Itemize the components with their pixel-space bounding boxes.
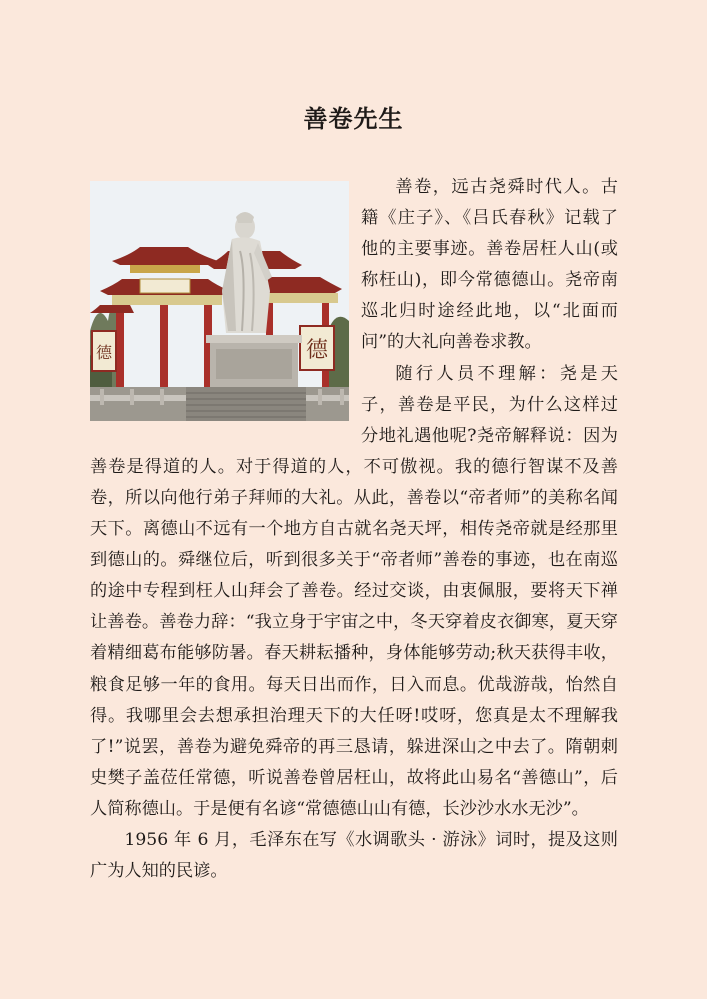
article-title: 善卷先生 (303, 104, 404, 133)
sign-right-text: 德 (305, 338, 329, 363)
article-body (90, 172, 618, 887)
paragraph-1: 善卷，远古尧舜时代人。古籍《庄子》、《吕氏春秋》记载了他的主要事迹。善卷居枉人山(或称枉山)，即今常德德山。尧帝南巡北归时途经此地，以“北面而问”的大礼向善卷求教。 (361, 177, 618, 353)
paragraph-3: 1956 年 6 月，毛泽东在写《水调歌头 · 游泳》词时，提及这则广为人知的民谚。 (90, 829, 618, 882)
sign-left-text: 德 (95, 343, 113, 362)
paragraph-2: 随行人员不理解：尧是天子，善卷是平民，为什么这样过分地礼遇他呢?尧帝解释说：因为善卷是得道的人。对于得道的人，不可傲视。我的德行智谋不及善卷，所以向他行弟子拜师的大礼。从此，善卷以“帝者师”的美称名闻天下。离德山不远有一个地方自古就名尧天坪，相传尧帝就是经那里到德山的。舜继位后，听到很多关于“帝者师”善卷的事迹，也在南巡的途中专程到枉人山拜会了善卷。经过交谈，由衷佩服，要将天下禅让善卷。善卷力辞：“我立身于宇宙之中，冬天穿着皮衣御寒，夏天穿着精细葛布能够防暑。春天耕耘播种，身体能够劳动;秋天获得丰收，粮食足够一年的食用。每天日出而作，日入而息。优哉游哉，怡然自得。我哪里会去想承担治理天下的大任呀!哎呀，您真是太不理解我了!”说罢，善卷为避免舜帝的再三恳请，躲进深山之中去了。隋朝刺史樊子盖莅任常德，听说善卷曾居枉山，故将此山易名“善德山”，后人简称德山。于是便有名谚“常德德山山有德，长沙沙水水无沙”。 (90, 363, 618, 819)
statue-photo (90, 181, 349, 421)
